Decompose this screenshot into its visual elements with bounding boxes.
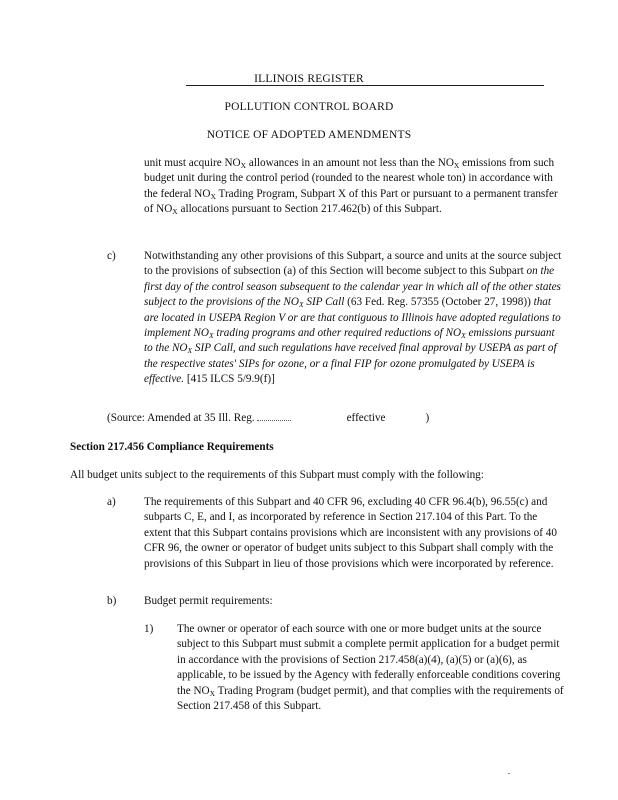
section-heading: Section 217.456 Compliance Requirements [70, 441, 274, 453]
item-c-label: c) [107, 250, 116, 262]
item-b1-text: The owner or operator of each source with one or more budget units at the source subject to this Subpart must submit a complete permit application for a budget permit in accordance with the provisions of Section 217.458(a)(4), (a)(5) or (a)(6), as applicable, to be issued by the Agency with federally enforceable conditions covering the $NO_X$ Trading Program (budget permit), and that complies with the requirements of Section 217.458 of this Subpart. [177, 623, 564, 713]
header-rule [186, 85, 544, 86]
page-mark [508, 773, 510, 774]
item-c-text: Notwithstanding any other provisions of this Subpart, a source and units at the source subject to the provisions of subsection (a) of this Section will become subject to this Subpart on the first day of the control season subsequent to the calendar year in which all of the other states subject to the provisions of the $NO_X$ SIP Call (63 Fed. Reg. 57355 (October 27, 1998)) that are located in USEPA Region V or are that contiguous to Illinois have adopted regulations to implement $NO_X$ trading programs and other required reductions of $NO_X$ emissions pursuant to the $NO_X$ SIP Call, and such regulations have received final approval by USEPA as part of the respective states' SIPs for ozone, or a final FIP for ozone promulgated by USEPA is effective. [415 ILCS 5/9.9(f)] [144, 250, 562, 386]
item-a-text: The requirements of this Subpart and 40 CFR 96, excluding 40 CFR 96.4(b), 96.55(c) and subparts C, E, and I, as incorporated by reference in Section 217.104 of this Part. To the extent that this Subpart contains provisions which are inconsistent with any provisions of 40 CFR 96, the owner or operator of budget units subject to this Subpart shall comply with the provisions of this Subpart in lieu of those provisions which were incorporated by reference. [144, 496, 557, 570]
board-name: POLLUTION CONTROL BOARD [224, 101, 394, 113]
item-b1-label: 1) [144, 623, 154, 635]
notice-title: NOTICE OF ADOPTED AMENDMENTS [206, 129, 412, 141]
continuation-paragraph: unit must acquire $NO_X$ allowances in an amount not less than the $NO_X$ emissions from such budget unit during the control period (rounded to the nearest whole ton) in accordance with the federal $NO_X$ Trading Program, Subpart X of this Part or pursuant to a permanent transfer of $NO_X$ allocations pursuant to Section 217.462(b) of this Subpart. [144, 157, 558, 217]
section-intro: All budget units subject to the requirements of this Subpart must comply with the following: [70, 469, 484, 481]
item-b-text: Budget permit requirements: [144, 595, 273, 607]
source-note: (Source: Amended at 35 Ill. Reg. effective ) [107, 412, 430, 424]
blank-reg-number [257, 411, 291, 421]
item-b-label: b) [107, 595, 117, 607]
register-title: ILLINOIS REGISTER [254, 73, 364, 85]
item-a-label: a) [107, 496, 116, 508]
